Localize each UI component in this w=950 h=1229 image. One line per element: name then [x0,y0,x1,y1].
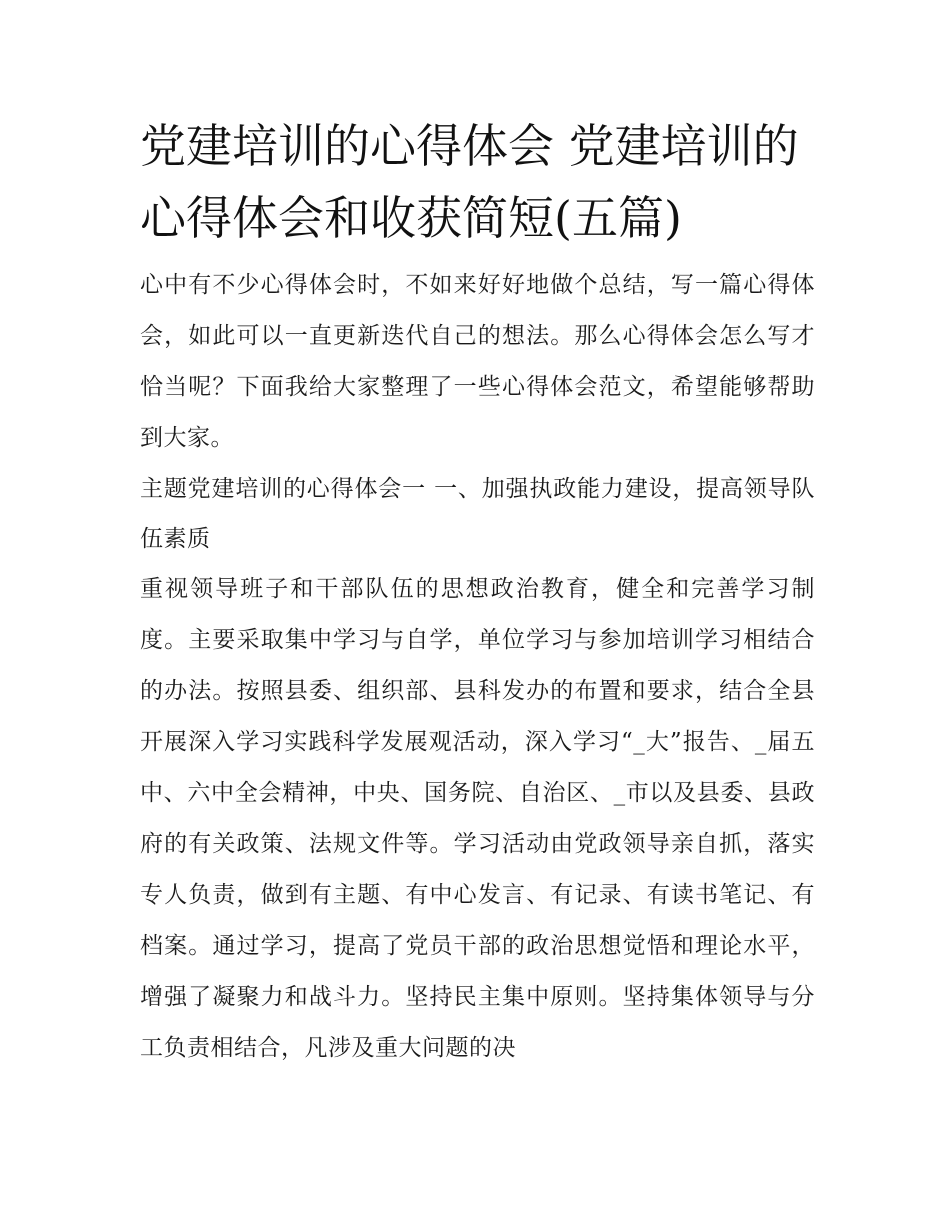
document-title: 党建培训的心得体会 党建培训的心得体会和收获简短(五篇) [140,119,799,245]
document-page [140,110,815,1074]
section-heading: 主题党建培训的心得体会一 一、加强执政能力建设，提高领导队伍素质 [140,476,815,552]
body-paragraph: 重视领导班子和干部队伍的思想政治教育，健全和完善学习制度。主要采取集中学习与自学，单位学习与参加培训学习相结合的办法。按照县委、组织部、县科发办的布置和要求，结合全县开展深入学习实践科学发展观活动，深入学习“_大”报告、_届五中、六中全会精神，中央、国务院、自治区、_市以及县委、县政府的有关政策、法规文件等。学习活动由党政领导亲自抓，落实专人负责，做到有主题、有中心发言、有记录、有读书笔记、有档案。通过学习，提高了党员干部的政治思想觉悟和理论水平，增强了凝聚力和战斗力。坚持民主集中原则。坚持集体领导与分工负责相结合，凡涉及重大问题的决 [140,576,815,1061]
intro-paragraph: 心中有不少心得体会时，不如来好好地做个总结，写一篇心得体会，如此可以一直更新迭代自己的想法。那么心得体会怎么写才恰当呢？下面我给大家整理了一些心得体会范文，希望能够帮助到大家。 [140,272,815,451]
